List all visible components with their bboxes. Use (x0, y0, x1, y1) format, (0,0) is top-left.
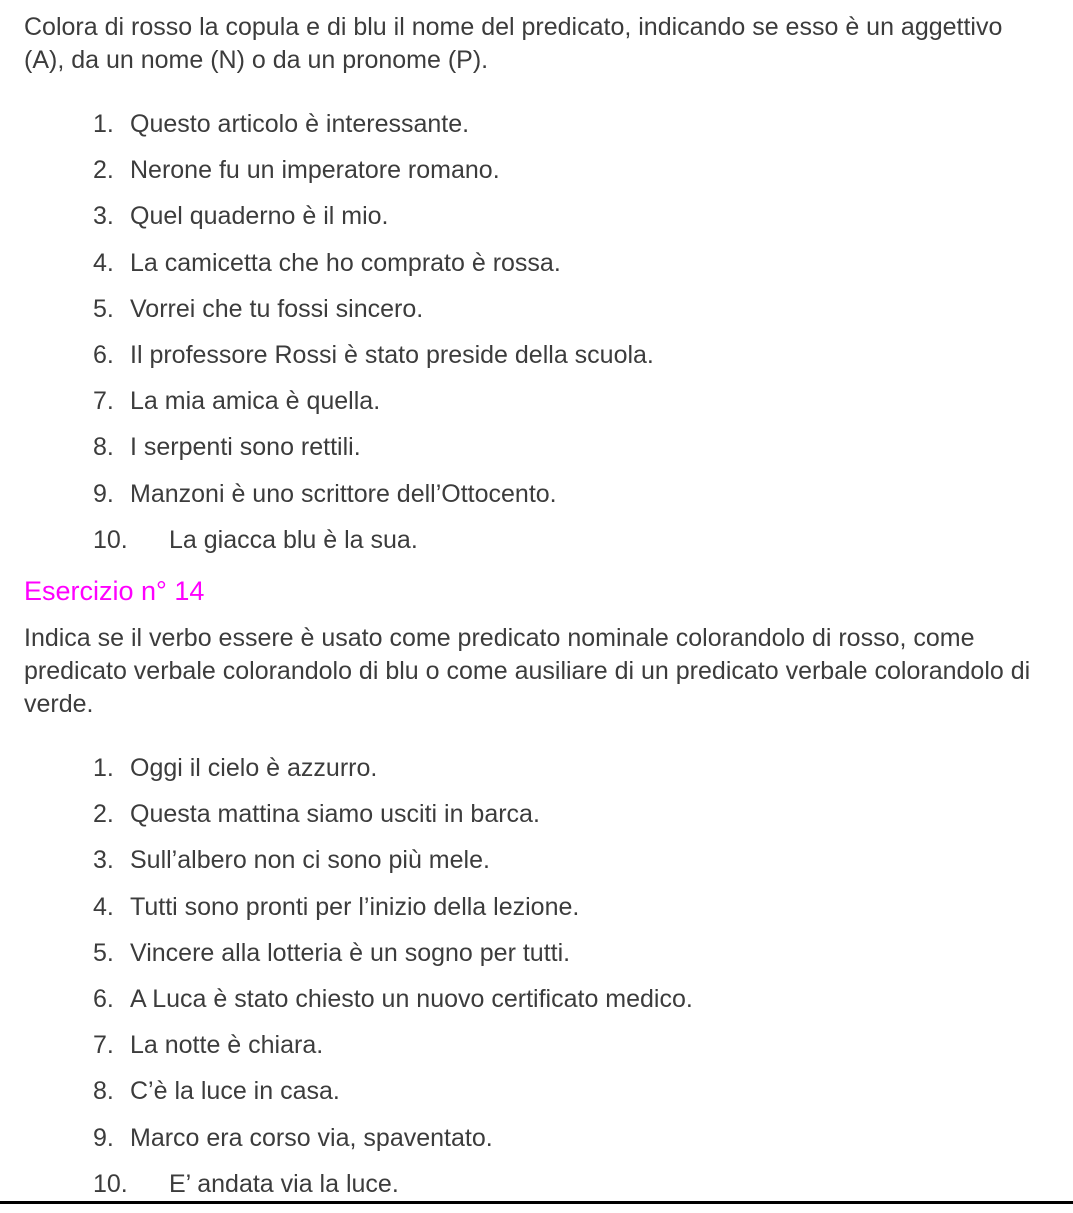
item-number: 2. (93, 156, 114, 185)
item-number: 5. (93, 294, 114, 323)
item-text: Questa mattina siamo usciti in barca. (130, 800, 540, 829)
item-number: 6. (93, 340, 114, 369)
item-text: Tutti sono pronti per l’inizio della lezione. (130, 892, 580, 921)
item-text: Il professore Rossi è stato preside della scuola. (130, 340, 654, 369)
item-number: 8. (93, 433, 114, 462)
item-number: 7. (93, 1031, 114, 1060)
item-number: 1. (93, 754, 114, 782)
item-number: 7. (93, 387, 114, 416)
item-number: 3. (93, 202, 114, 231)
item-text: Nerone fu un imperatore romano. (130, 156, 500, 185)
item-text: Quel quaderno è il mio. (130, 202, 389, 231)
item-number: 4. (93, 892, 114, 921)
item-text: La giacca blu è la sua. (169, 525, 418, 554)
item-text: Marco era corso via, spaventato. (130, 1123, 493, 1152)
item-number: 3. (93, 846, 114, 875)
item-number: 5. (93, 938, 114, 967)
exercise-14-instruction: Indica se il verbo essere è usato come predicato nominale colorandolo di rosso, come predicato verbale colorandolo di blu o come ausiliare di un predicato verbale colorandolo di verde. (24, 624, 1031, 718)
item-number: 9. (93, 479, 114, 508)
item-number: 1. (93, 110, 114, 138)
item-number: 10. (93, 525, 128, 554)
exercise-14-heading: Esercizio n° 14 (24, 576, 205, 606)
item-number: 4. (93, 248, 114, 277)
item-number: 9. (93, 1123, 114, 1152)
item-text: Vorrei che tu fossi sincero. (130, 294, 424, 323)
item-text: Sull’albero non ci sono più mele. (130, 846, 490, 875)
item-text: E’ andata via la luce. (169, 1169, 399, 1198)
item-text: Manzoni è uno scrittore dell’Ottocento. (130, 479, 557, 508)
item-text: La camicetta che ho comprato è rossa. (130, 248, 561, 277)
item-text: Vincere alla lotteria è un sogno per tutti. (130, 938, 571, 967)
item-text: I serpenti sono rettili. (130, 433, 361, 462)
exercise-13-instruction: Colora di rosso la copula e di blu il nome del predicato, indicando se esso è un aggettivo (A), da un nome (N) o da un pronome (P). (24, 13, 1003, 74)
item-number: 2. (93, 800, 114, 829)
item-text: A Luca è stato chiesto un nuovo certificato medico. (130, 984, 693, 1013)
item-text: C’è la luce in casa. (130, 1077, 340, 1106)
item-text: Oggi il cielo è azzurro. (130, 754, 378, 782)
item-number: 10. (93, 1169, 128, 1198)
item-number: 8. (93, 1077, 114, 1106)
item-text: La notte è chiara. (130, 1031, 324, 1060)
item-text: Questo articolo è interessante. (130, 110, 470, 138)
item-text: La mia amica è quella. (130, 387, 381, 416)
item-number: 6. (93, 984, 114, 1013)
